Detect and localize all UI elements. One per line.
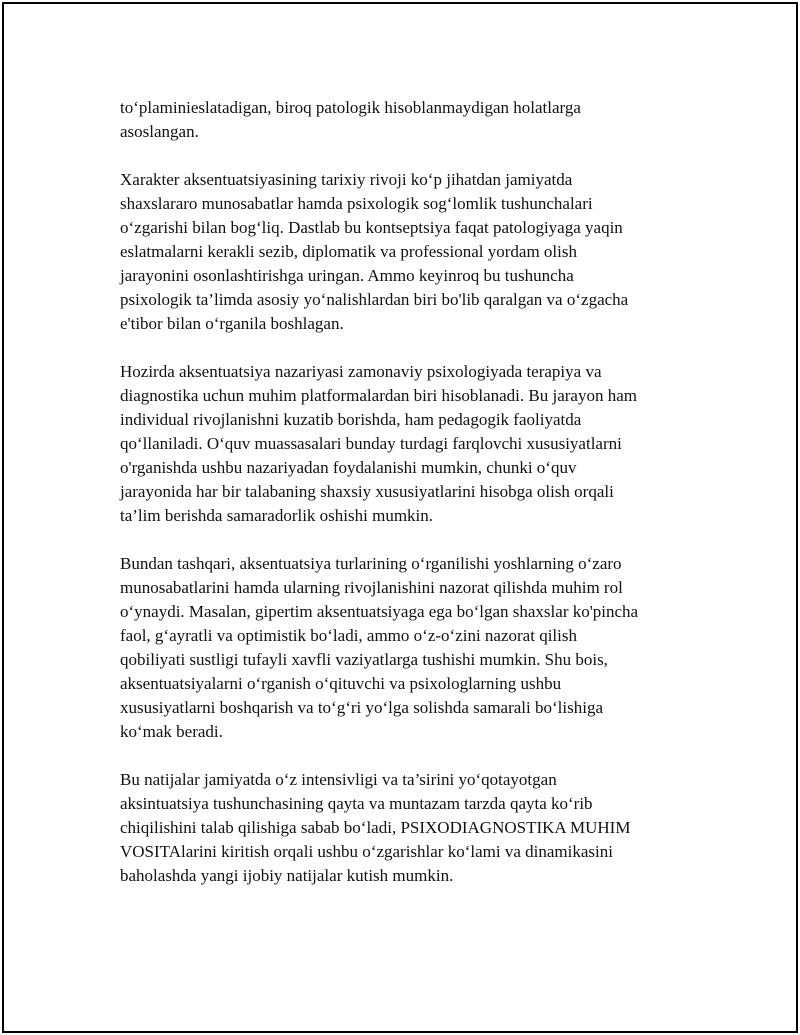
paragraph-2: Xarakter aksentuatsiyasining tarixiy rivoji ko‘p jihatdan jamiyatda shaxslararo munosabatlar hamda psixologik sog‘lomlik tushunchalari o‘zgarishi bilan bog‘liq. Dastlab bu kontseptsiya faqat patologiyaga yaqin eslatmalarni kerakli sezib, diplomatik va professional yordam olish jarayonini osonlashtirishga uringan. Ammo keyinroq bu tushuncha psixologik ta’limda asosiy yo‘nalishlardan biri bo'lib qaralgan va o‘zgacha e'tibor bilan o‘rganila boshlagan. xyxy=(120,170,629,333)
paragraph-1: to‘plaminieslatadigan, biroq patologik hisoblanmaydigan holatlarga asoslangan. xyxy=(120,98,581,141)
page-body xyxy=(120,96,690,912)
paragraph-5: Bu natijalar jamiyatda o‘z intensivligi va ta’sirini yo‘qotayotgan aksintuatsiya tushunchasining qayta va muntazam tarzda qayta ko‘rib chiqilishini talab qilishiga sabab bo‘ladi, PSIXODIAGNOSTIKA MUHIM VOSITAlarini kiritish orqali ushbu o‘zgarishlar ko‘lami va dinamikasini baholashda yangi ijobiy natijalar kutish mumkin. xyxy=(120,770,631,885)
document-page xyxy=(2,2,798,1033)
paragraph-4: Bundan tashqari, aksentuatsiya turlarining o‘rganilishi yoshlarning o‘zaro munosabatlarini hamda ularning rivojlanishini nazorat qilishda muhim rol o‘ynaydi. Masalan, gipertim aksentuatsiyaga ega bo‘lgan shaxslar ko'pincha faol, g‘ayratli va optimistik bo‘ladi, ammo o‘z-o‘zini nazorat qilish qobiliyati sustligi tufayli xavfli vaziyatlarga tushishi mumkin. Shu bois, aksentuatsiyalarni o‘rganish o‘qituvchi va psixologlarning ushbu xususiyatlarni boshqarish va to‘g‘ri yo‘lga solishda samarali bo‘lishiga ko‘mak beradi. xyxy=(120,554,639,741)
paragraph-3: Hozirda aksentuatsiya nazariyasi zamonaviy psixologiyada terapiya va diagnostika uchun muhim platformalardan biri hisoblanadi. Bu jarayon ham individual rivojlanishni kuzatib borishda, ham pedagogik faoliyatda qo‘llaniladi. O‘quv muassasalari bunday turdagi farqlovchi xususiyatlarni o'rganishda ushbu nazariyadan foydalanishi mumkin, chunki o‘quv jarayonida har bir talabaning shaxsiy xususiyatlarini hisobga olish orqali ta’lim berishda samaradorlik oshishi mumkin. xyxy=(120,362,637,525)
